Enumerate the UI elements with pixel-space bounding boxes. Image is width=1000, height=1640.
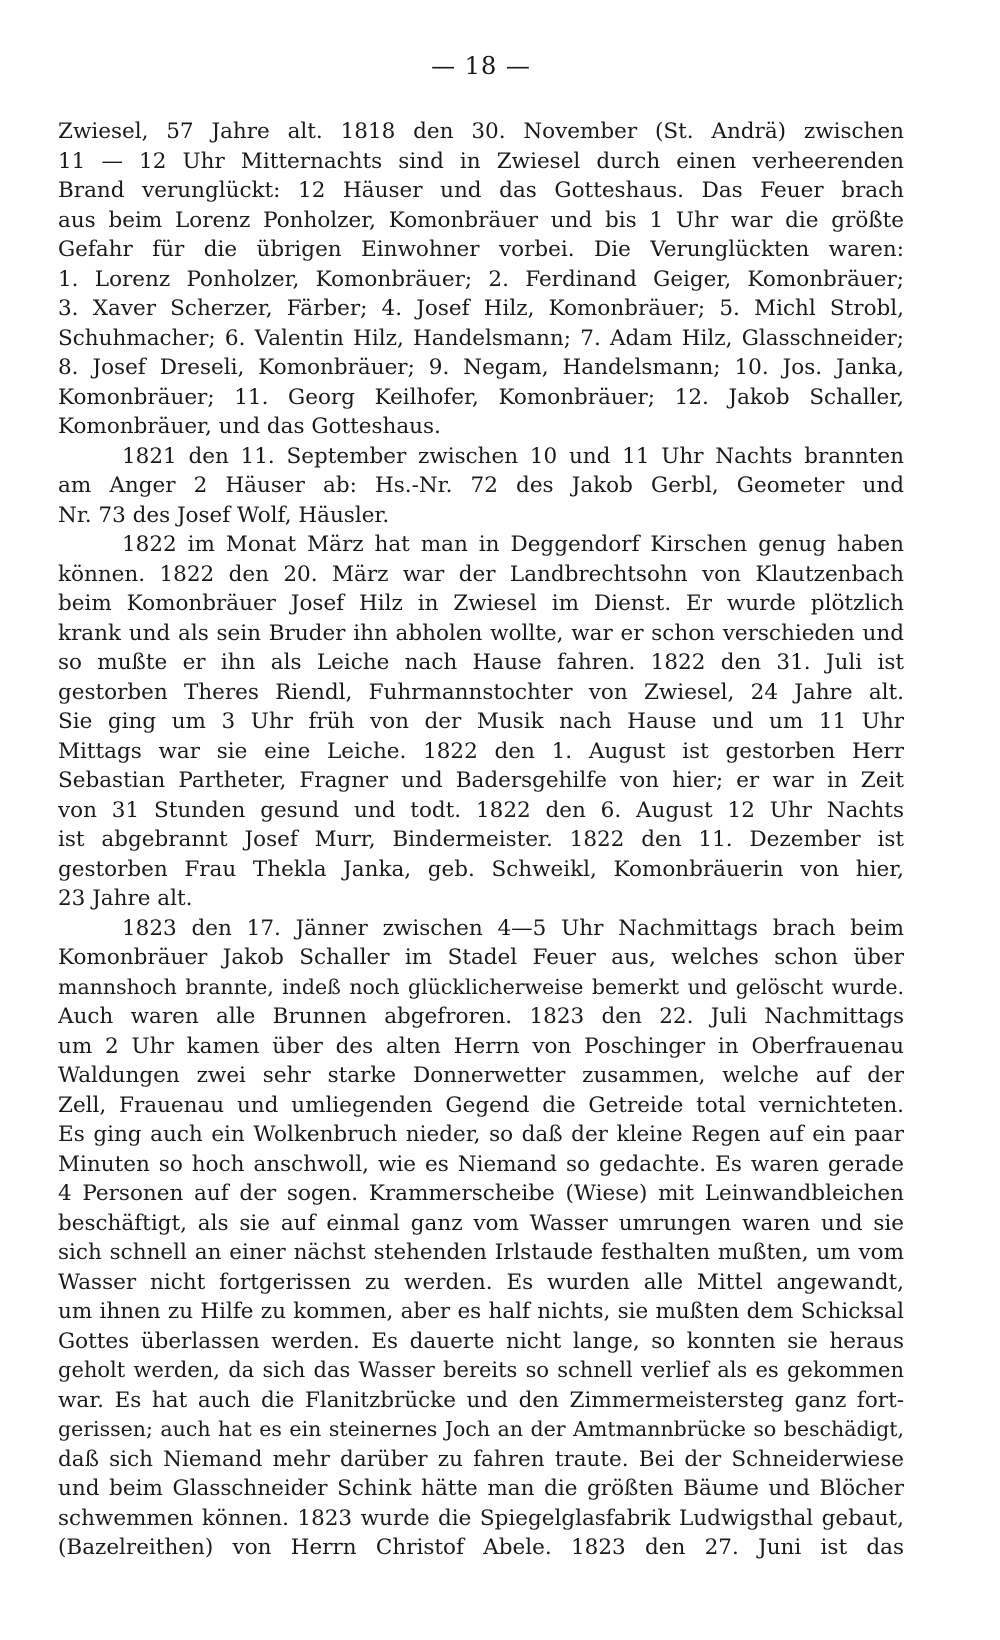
text-line: sich schnell an einer nächst stehenden Irlstaude festhalten mußten, um vom [58,1240,904,1265]
text-line: Brand verunglückt: 12 Häuser und das Gotteshaus. Das Feuer brach [58,178,904,203]
text-line: so mußte er ihn als Leiche nach Hause fahren. 1822 den 31. Juli ist [58,650,904,675]
text-line: beschäftigt, als sie auf einmal ganz vom Wasser umrungen waren und sie [58,1210,904,1236]
text-line: 1821 den 11. September zwischen 10 und 11 Uhr Nachts brannten [122,443,904,469]
text-line: von 31 Stunden gesund und todt. 1822 den 6. August 12 Uhr Nachts [58,797,904,823]
text-line: Mittags war sie eine Leiche. 1822 den 1. August ist gestorben Herr [58,738,904,764]
text-line: mannshoch brannte, indeß noch glücklicherweise bemerkt und gelöscht wurde. [58,974,904,999]
text-line: 23 Jahre alt. [58,886,193,911]
text-line: schwemmen können. 1823 wurde die Spiegelglasfabrik Ludwigsthal gebaut, [58,1505,904,1531]
text-line: Waldungen zwei sehr starke Donnerwetter zusammen, welche auf der [58,1063,904,1088]
text-line: krank und als sein Bruder ihn abholen wollte, war er schon verschieden und [58,620,904,646]
text-line: können. 1822 den 20. März war der Landbrechtsohn von Klautzenbach [58,561,904,587]
text-line: um 2 Uhr kamen über des alten Herrn von Poschinger in Oberfrauenau [58,1033,904,1059]
text-line: Wasser nicht fortgerissen zu werden. Es wurden alle Mittel angewandt, [58,1269,904,1295]
text-line: Komonbräuer, und das Gotteshaus. [58,414,441,439]
text-line: (Bazelreithen) von Herrn Christof Abele. 1823 den 27. Juni ist das [58,1535,904,1560]
text-line: um ihnen zu Hilfe zu kommen, aber es half nichts, sie mußten dem Schicksal [58,1299,904,1324]
text-line: Auch waren alle Brunnen abgefroren. 1823 den 22. Juli Nachmittags [58,1004,904,1029]
text-line: am Anger 2 Häuser ab: Hs.-Nr. 72 des Jakob Gerbl, Geometer und [58,473,904,498]
text-line: 1822 im Monat März hat man in Deggendorf Kirschen genug haben [122,532,904,557]
page-number: — 18 — [431,52,531,80]
text-line: daß sich Niemand mehr darüber zu fahren traute. Bei der Schneiderwiese [58,1446,904,1472]
text-line: 1. Lorenz Ponholzer, Komonbräuer; 2. Ferdinand Geiger, Komonbräuer; [58,266,904,292]
text-line: 4 Personen auf der sogen. Krammerscheibe (Wiese) mit Leinwandbleichen [58,1181,904,1206]
text-line: aus beim Lorenz Ponholzer, Komonbräuer und bis 1 Uhr war die größte [58,207,904,233]
body-text [58,117,904,1563]
text-line: Gefahr für die übrigen Einwohner vorbei. Die Verunglückten waren: [58,237,904,262]
text-line: ist abgebrannt Josef Murr, Bindermeister. 1822 den 11. Dezember ist [58,827,904,852]
text-line: Komonbräuer; 11. Georg Keilhofer, Komonbräuer; 12. Jakob Schaller, [58,384,904,410]
text-line: Es ging auch ein Wolkenbruch nieder, so daß der kleine Regen auf ein paar [58,1122,904,1147]
document-page [58,0,904,1640]
text-line: und beim Glasschneider Schink hätte man die größten Bäume und Blöcher [58,1476,904,1501]
text-line: beim Komonbräuer Josef Hilz in Zwiesel im Dienst. Er wurde plötzlich [58,591,904,616]
text-line: Gottes überlassen werden. Es dauerte nicht lange, so konnten sie heraus [58,1328,904,1354]
text-line: Schuhmacher; 6. Valentin Hilz, Handelsmann; 7. Adam Hilz, Glasschneider; [58,325,904,351]
text-line: 8. Josef Dreseli, Komonbräuer; 9. Negam, Handelsmann; 10. Jos. Janka, [58,355,904,380]
text-line: Zwiesel, 57 Jahre alt. 1818 den 30. November (St. Andrä) zwischen [58,119,904,144]
text-line: Sie ging um 3 Uhr früh von der Musik nach Hause und um 11 Uhr [58,709,904,734]
text-line: Minuten so hoch anschwoll, wie es Niemand so gedachte. Es waren gerade [58,1151,904,1177]
text-line: Zell, Frauenau und umliegenden Gegend die Getreide total vernichteten. [58,1092,904,1118]
text-line: war. Es hat auch die Flanitzbrücke und den Zimmermeistersteg ganz fort- [58,1387,904,1413]
text-line: Sebastian Partheter, Fragner und Badersgehilfe von hier; er war in Zeit [58,768,904,793]
text-line: 11 — 12 Uhr Mitternachts sind in Zwiesel durch einen verheerenden [58,148,904,174]
text-line: geholt werden, da sich das Wasser bereits so schnell verlief als es gekommen [58,1358,904,1382]
text-line: gerissen; auch hat es ein steinernes Joch an der Amtmannbrücke so beschädigt, [58,1417,904,1441]
text-line: 3. Xaver Scherzer, Färber; 4. Josef Hilz, Komonbräuer; 5. Michl Strobl, [58,296,904,321]
text-line: 1823 den 17. Jänner zwischen 4—5 Uhr Nachmittags brach beim [122,915,904,941]
text-line: gestorben Theres Riendl, Fuhrmannstochter von Zwiesel, 24 Jahre alt. [58,679,904,705]
text-line: Komonbräuer Jakob Schaller im Stadel Feuer aus, welches schon über [58,945,904,970]
text-line: Nr. 73 des Josef Wolf, Häusler. [58,502,390,528]
text-line: gestorben Frau Thekla Janka, geb. Schweikl, Komonbräuerin von hier, [58,856,904,882]
